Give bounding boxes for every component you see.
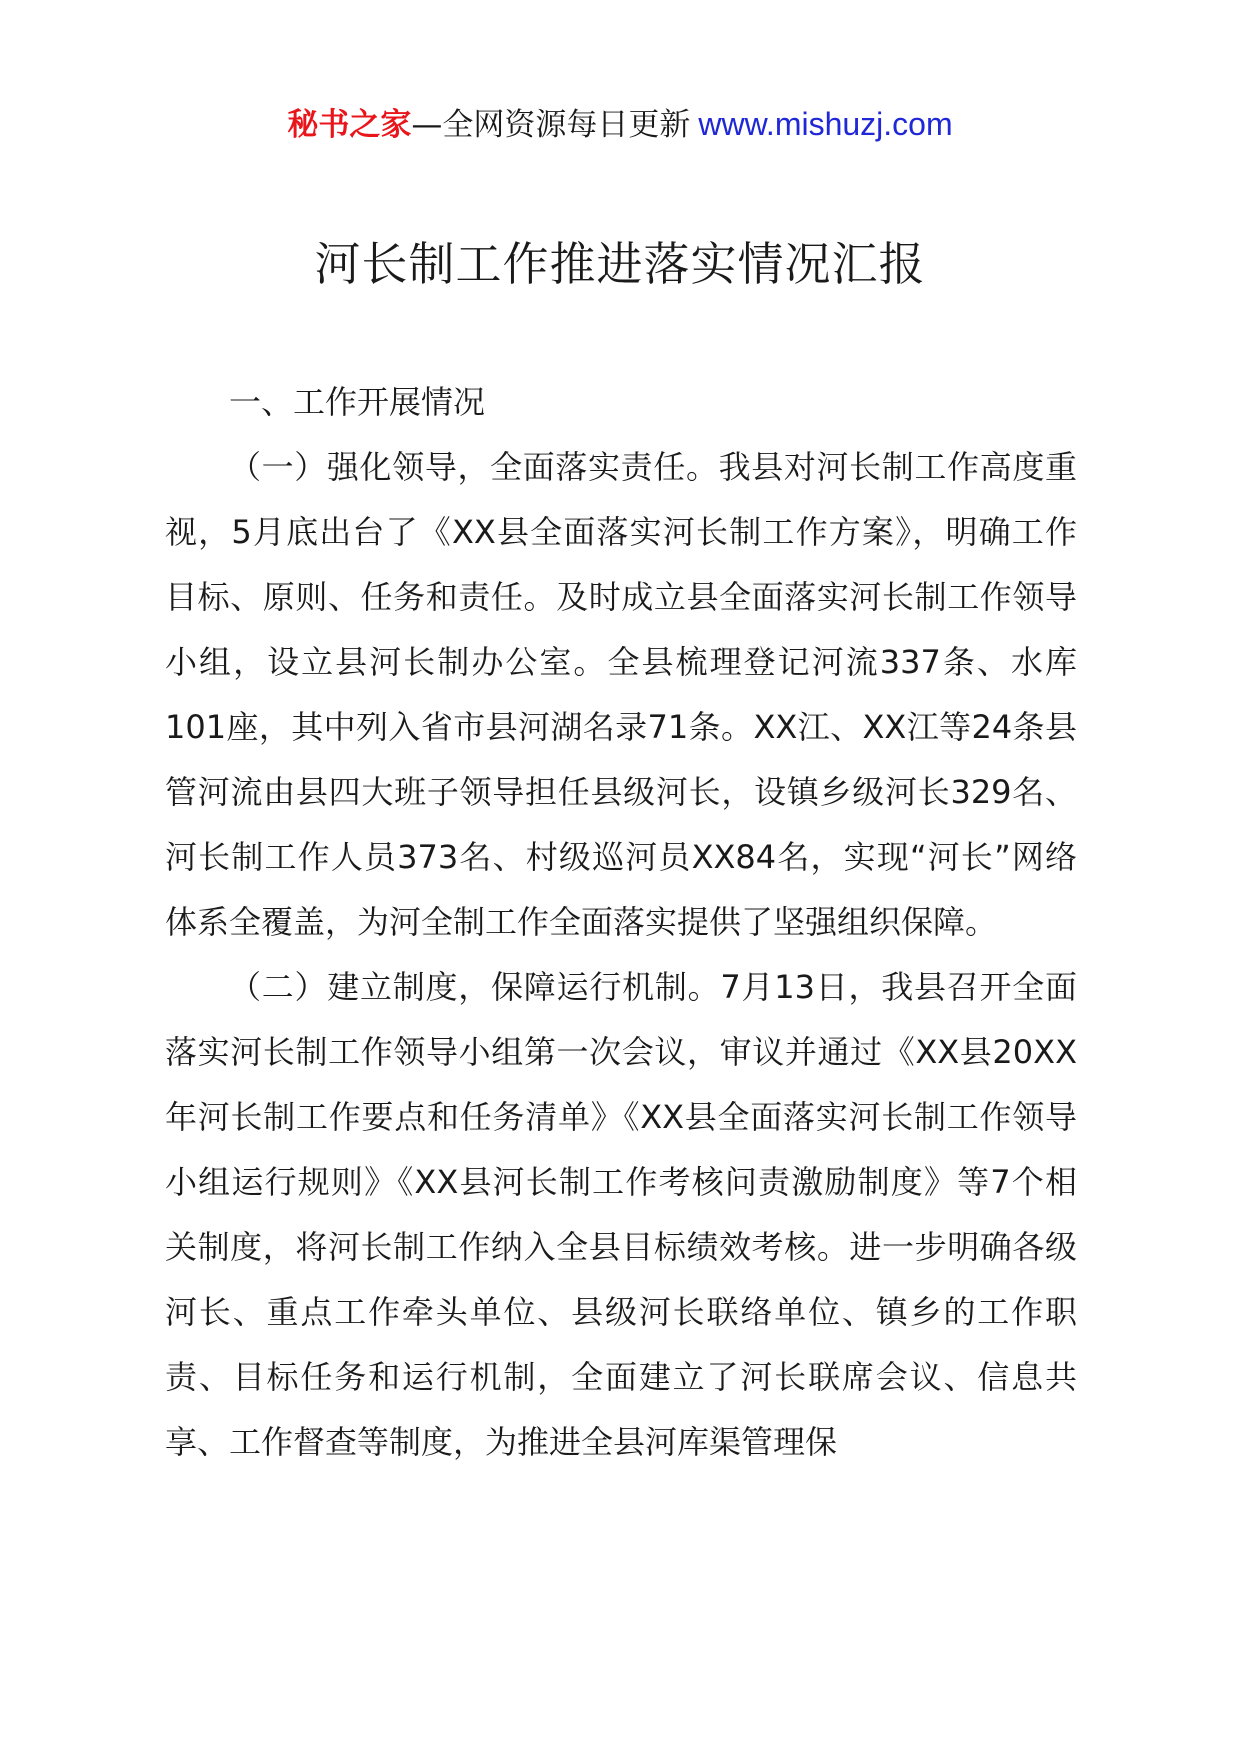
paragraph-1: （一）强化领导，全面落实责任。我县对河长制工作高度重视，5月底出台了《XX县全面落实河长制工作方案》，明确工作目标、原则、任务和责任。及时成立县全面落实河长制工作领导小组，设立县河长制办公室。全县梳理登记河流337条、水库101座，其中列入省市县河湖名录71条。XX江、XX江等24条县管河流由县四大班子领导担任县级河长，设镇乡级河长329名、河长制工作人员373名、村级巡河员XX84名，实现“河长”网络体系全覆盖，为河全制工作全面落实提供了坚强组织保障。 [165,448,1077,941]
document-title: 河长制工作推进落实情况汇报 [314,237,926,291]
paragraph-2: （二）建立制度，保障运行机制。7月13日，我县召开全面落实河长制工作领导小组第一次会议，审议并通过《XX县20XX年河长制工作要点和任务清单》《XX县全面落实河长制工作领导小组运行规则》《XX县河长制工作考核问责激励制度》等7个相关制度，将河长制工作纳入全县目标绩效考核。进一步明确各级河长、重点工作牵头单位、县级河长联络单位、镇乡的工作职责、目标任务和运行机制，全面建立了河长联席会议、信息共享、工作督查等制度，为推进全县河库渠管理保 [165,968,1077,1461]
site-tagline: —全网资源每日更新 [411,107,691,143]
site-url-link[interactable]: www.mishuzj.com [698,106,953,142]
section-heading: 一、工作开展情况 [229,383,486,421]
site-brand: 秘书之家 [287,107,412,143]
document-body [165,370,1077,1475]
site-header [0,100,1240,149]
